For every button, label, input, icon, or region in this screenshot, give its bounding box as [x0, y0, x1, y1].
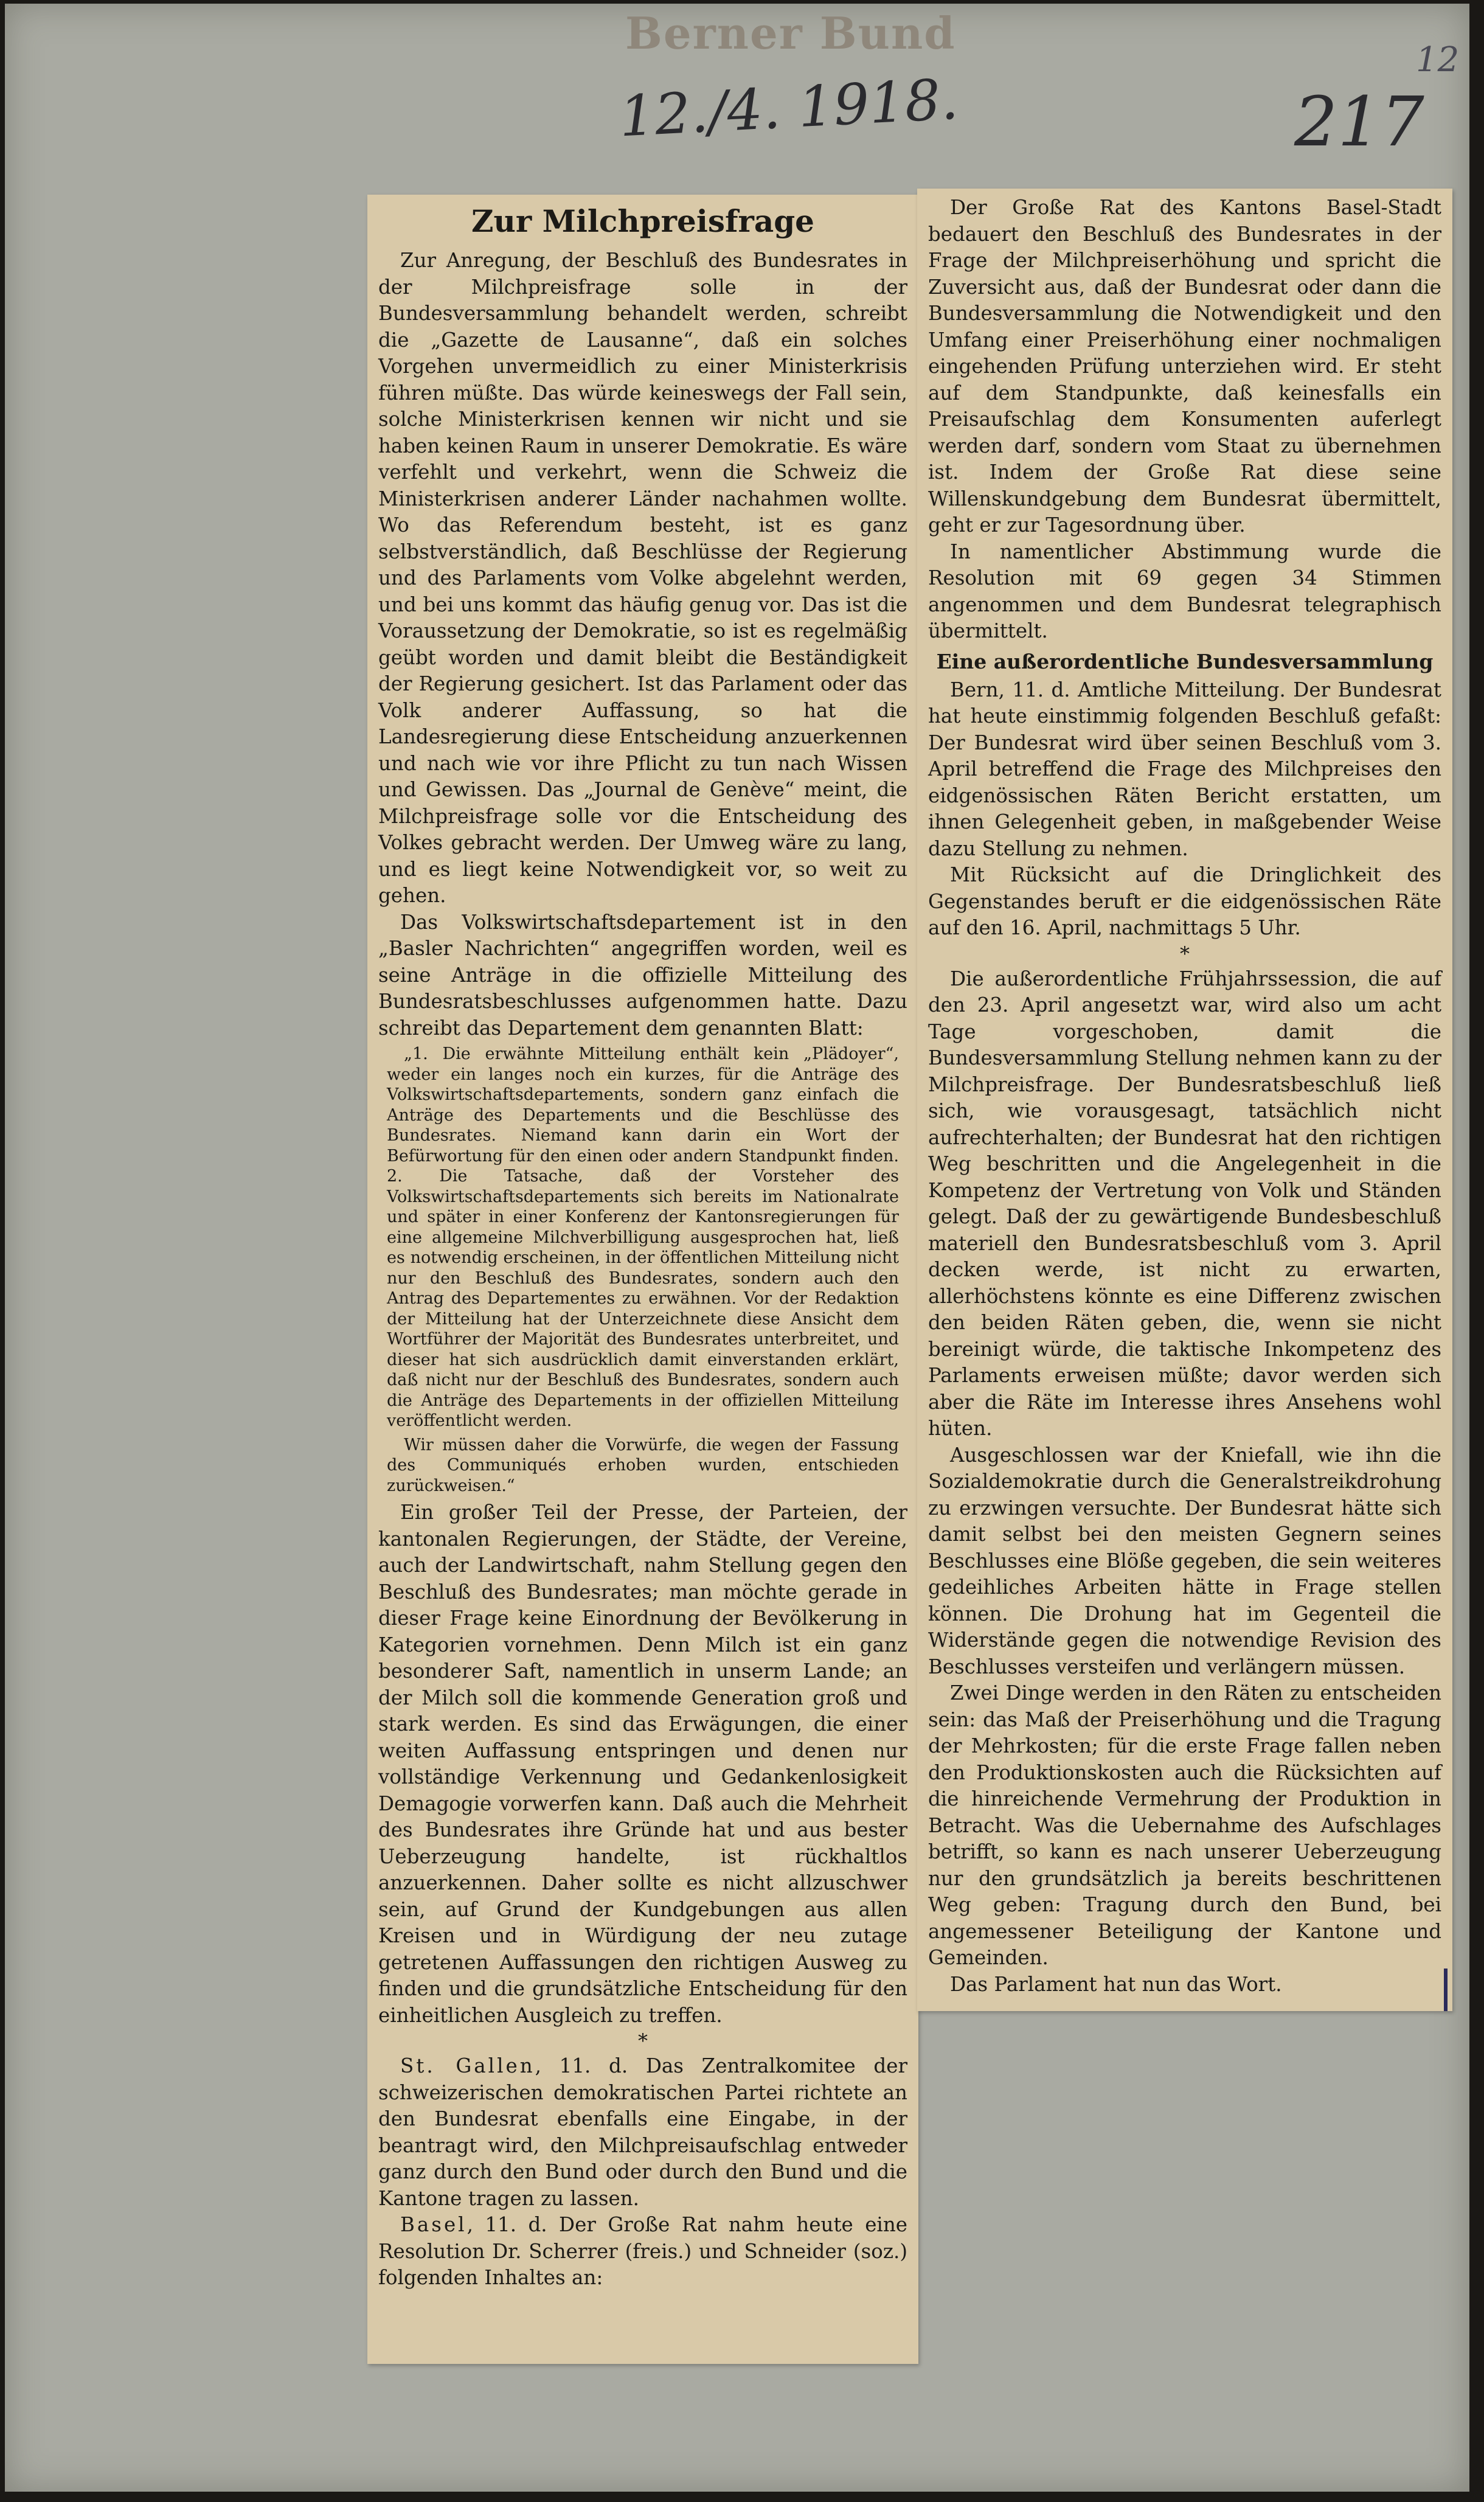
- dateline-text: , 11. d. Der Große Rat nahm heute eine Resolution Dr. Scherrer (freis.) und Schneider (soz.) folgenden Inhaltes an:: [378, 2213, 907, 2289]
- stgallen-paragraph: [378, 2053, 907, 2212]
- article-headline: Zur Milchpreisfrage: [471, 203, 814, 239]
- handwritten-date: 12./4. 1918.: [617, 66, 960, 150]
- dateline-place: Basel: [400, 2213, 467, 2236]
- basel-paragraph: [378, 2212, 907, 2292]
- paragraph: Ein großer Teil der Presse, der Parteien, der kantonalen Regierungen, der Städte, der Vereine, auch der Landwirtschaft, nahm Stellung gegen den Beschluß des Bundesrates; man möchte gerade in dieser Frage keine Einordnung der Bevölkerung in Kategorien vornehmen. Denn Milch ist ein ganz besonderer Saft, namentlich in unserm Lande; an der Milch soll die kommende Generation groß und stark werden. Es sind das Erwägungen, die einer weiten Auffassung entspringen und denen nur vollständige Verkennung und Gedankenlosigkeit Demagogie vorwerfen kann. Daß auch die Mehrheit des Bundesrates ihre Gründe hat und aus bester Ueberzeugung handelte, ist rückhaltlos anzuerkennen. Daher sollte es nicht allzuschwer sein, auf Grund der Kundgebungen aus allen Kreisen und in Würdigung der neu zutage getretenen Auffassungen den richtigen Ausweg zu finden und die grundsätzliche Entscheidung für den einheitlichen Ausgleich zu treffen.: [378, 1501, 907, 2027]
- paragraph: In namentlicher Abstimmung wurde die Resolution mit 69 gegen 34 Stimmen angenommen und dem Bundesrat telegraphisch übermittelt.: [928, 540, 1441, 642]
- paragraph: Zwei Dinge werden in den Räten zu entscheiden sein: das Maß der Preiserhöhung und die Tragung der Mehrkosten; für die erste Frage fallen neben den Produktionskosten auch die Rücksichten auf die hinreichende Vermehrung der Produktion in Betracht. Was die Uebernahme des Aufschlages betrifft, so kann es nach unserer Ueberzeugung nur den grundsätzlich ja bereits beschrittenen Weg geben: Tragung durch den Bund, bei angemessener Beteiligung der Kantone und Gemeinden.: [928, 1681, 1441, 1969]
- paragraph: Der Große Rat des Kantons Basel-Stadt bedauert den Beschluß des Bundesrates in der Frage der Milchpreiserhöhung und spricht die Zuversicht aus, daß der Bundesrat oder dann die Bundesversammlung die Notwendigkeit und den Umfang einer Preiserhöhung einer nochmaligen eingehenden Prüfung unterziehen wird. Er steht auf dem Standpunkte, daß keinesfalls ein Preisaufschlag dem Konsumenten auferlegt werden darf, sondern vom Staat zu übernehmen ist. Indem der Große Rat diese seine Willenskundgebung dem Bundesrat übermittelt, geht er zur Tagesordnung über.: [928, 196, 1441, 537]
- newspaper-stamp: Berner Bund: [625, 7, 956, 59]
- handwritten-number: 217: [1294, 83, 1424, 162]
- paragraph: Die außerordentliche Frühjahrssession, die auf den 23. April angesetzt war, wird also um acht Tage vorgeschoben, damit die Bundesversammlung Stellung nehmen kann zu der Milchpreisfrage. Der Bundesratsbeschluß ließ sich, wie vorausgesagt, tatsächlich nicht aufrechterhalten; der Bundesrat hat den richtigen Weg beschritten und die Angelegenheit in die Kompetenz der Vertretung von Volk und Ständen gelegt. Daß der zu gewärtigende Bundesbeschluß materiell den Bundesratsbeschluß vom 3. April decken werde, ist nicht zu erwarten, allerhöchstens könnte es eine Differenz zwischen den beiden Räten geben, die, wenn sie nicht bereinigt würde, die taktische Inkompetenz des Parlaments erweisen müßte; davor werden sich aber die Räte im Interesse ihres Ansehens wohl hüten.: [928, 967, 1441, 1440]
- subheading: Eine außerordentliche Bundesversammlung: [936, 649, 1434, 673]
- paragraph: Das Volkswirtschaftsdepartement ist in den „Basler Nachrichten“ angegriffen worden, weil es seine Anträge in die offizielle Mitteilung des Bundesratsbeschlusses aufgenommen hatte. Dazu schreibt das Departement dem genannten Blatt:: [378, 910, 907, 1040]
- corner-number: 12: [1416, 40, 1460, 80]
- dateline-text: , 11. d. Das Zentralkomitee der schweizerischen demokratischen Partei richtete an den Bundesrat ebenfalls eine Eingabe, in der beantragt wird, den Milchpreisaufschlag entweder ganz durch den Bund oder durch den Bund und die Kantone tragen zu lassen.: [378, 2054, 908, 2210]
- ink-mark: [1444, 1969, 1448, 2011]
- paragraph: Mit Rücksicht auf die Dringlichkeit des Gegenstandes beruft er die eidgenössischen Räte auf den 16. April, nachmittags 5 Uhr.: [928, 863, 1441, 939]
- separator-star: *: [1180, 942, 1190, 965]
- separator-star: *: [638, 2029, 648, 2052]
- archive-sheet: [5, 4, 1469, 2492]
- quoted-statement: „1. Die erwähnte Mitteilung enthält kein „Plädoyer“, weder ein langes noch ein kurzes, für die Anträge des Volkswirtschaftsdepartements, sondern ganz einfach die Anträge des Departements und die Beschlüsse des Bundesrates. Niemand kann darin ein Wort der Befürwortung für den einen oder andern Standpunkt finden. 2. Die Tatsache, daß der Vorsteher des Volkswirtschaftsdepartements sich bereits im Nationalrate und später in einer Konferenz der Kantonsregierungen für eine allgemeine Milchverbilligung ausgesprochen hat, ließ es notwendig erscheinen, in der öffentlichen Mitteilung nicht nur den Beschluß des Bundesrates, sondern auch den Antrag des Departementes zu erwähnen. Vor der Redaktion der Mitteilung hat der Unterzeichnete diese Ansicht dem Wortführer der Majorität des Bundesrates unterbreitet, und dieser hat sich ausdrücklich damit einverstanden erklärt, daß nicht nur der Beschluß des Bundesrates, sondern auch die Anträge des Departements in der offiziellen Mitteilung veröffentlicht werden.: [387, 1044, 899, 1430]
- clipping-column-2: [917, 189, 1452, 2011]
- clipping-column-1: [367, 195, 918, 2364]
- quoted-statement: Wir müssen daher die Vorwürfe, die wegen der Fassung des Communiqués erhoben wurden, entschieden zurückweisen.“: [387, 1435, 899, 1495]
- paragraph: Ausgeschlossen war der Kniefall, wie ihn die Sozialdemokratie durch die Generalstreikdrohung zu erzwingen versuchte. Der Bundesrat hätte sich damit selbst bei den meisten Gegnern seines Beschlusses eine Blöße gegeben, die sein weiteres gedeihliches Arbeiten hätte in Frage stellen können. Die Drohung hat im Gegenteil die Widerstände gegen die notwendige Revision des Beschlusses versteifen und verlängern müssen.: [928, 1443, 1441, 1678]
- paragraph: Das Parlament hat nun das Wort.: [950, 1972, 1282, 1996]
- paragraph: Bern, 11. d. Amtliche Mitteilung. Der Bundesrat hat heute einstimmig folgenden Beschluß gefaßt: Der Bundesrat wird über seinen Beschluß vom 3. April betreffend die Frage des Milchpreises den eidgenössischen Räten Bericht erstatten, um ihnen Gelegenheit geben, in maßgebender Weise dazu Stellung zu nehmen.: [928, 678, 1441, 860]
- paragraph: Zur Anregung, der Beschluß des Bundesrates in der Milchpreisfrage solle in der Bundesversammlung behandelt werden, schreibt die „Gazette de Lausanne“, daß ein solches Vorgehen unvermeidlich zu einer Ministerkrisis führen müßte. Das würde keineswegs der Fall sein, solche Ministerkrisen kennen wir nicht und sie haben keinen Raum in unserer Demokratie. Es wäre verfehlt und verkehrt, wenn die Schweiz die Ministerkrisen anderer Länder nachahmen wollte. Wo das Referendum besteht, ist es ganz selbstverständlich, daß Beschlüsse der Regierung und des Parlaments vom Volke abgelehnt werden, und bei uns kommt das häufig genug vor. Das ist die Voraussetzung der Demokratie, so ist es regelmäßig geübt worden und damit bleibt die Beständigkeit der Regierung gesichert. Ist das Parlament oder das Volk anderer Auffassung, so hat die Landesregierung diese Entscheidung anzuerkennen und nach wie vor ihre Pflicht zu tun nach Wissen und Gewissen. Das „Journal de Genève“ meint, die Milchpreisfrage solle vor die Entscheidung des Volkes gebracht werden. Der Umweg wäre zu lang, und es liegt keine Notwendigkeit vor, so weit zu gehen.: [378, 249, 907, 907]
- dateline-place: St. Gallen: [400, 2054, 535, 2077]
